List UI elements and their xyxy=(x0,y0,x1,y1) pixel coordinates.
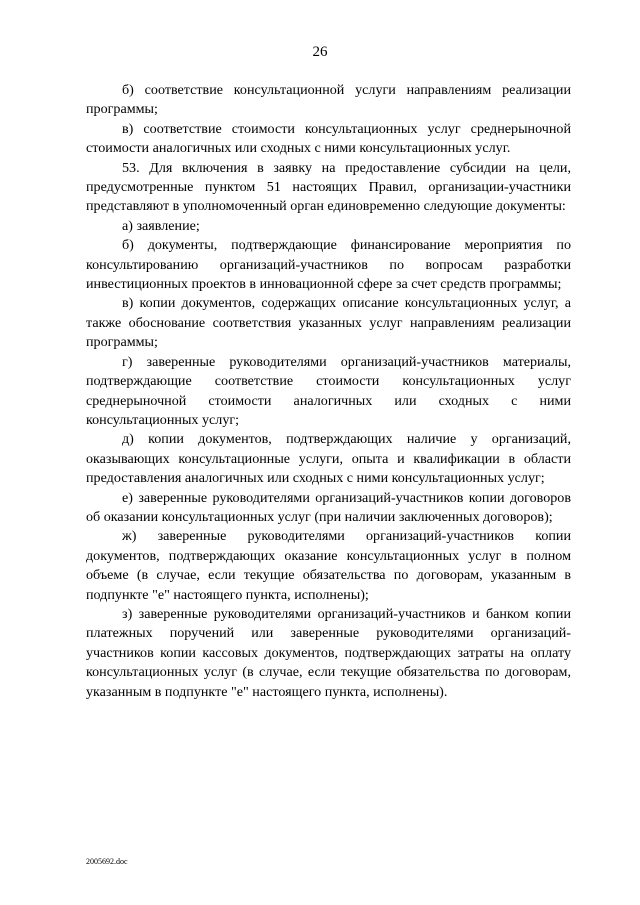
footer-filename: 2005692.doc xyxy=(86,857,128,866)
page-number: 26 xyxy=(312,44,328,60)
document-body xyxy=(86,81,571,702)
paragraph-zh-service-acts: ж) заверенные руководителями организаций-участников копии документов, подтверждающих оказание консультационных услуг в полном объеме (в случае, если текущие обязательства по договорам, указанным в подпункте "е" настоящего пункта, исполнены); xyxy=(86,528,571,603)
paragraph-b-financing-documents: б) документы, подтверждающие финансирование мероприятия по консультированию организаций-участников по вопросам разработки инвестиционных проектов в инновационной сфере за счет средств программы; xyxy=(86,237,571,293)
paragraph-b-consulting-conformity: б) соответствие консультационной услуги направлениям реализации программы; xyxy=(86,82,571,118)
paragraph-g-cost-materials: г) заверенные руководителями организаций-участников материалы, подтверждающие соответствие стоимости консультационных услуг среднерыночной стоимости аналогичных или сходных с ними консультационных услуг; xyxy=(86,353,571,428)
paragraph-e-contract-copies: е) заверенные руководителями организаций-участников копии договоров об оказании консультационных услуг (при наличии заключенных договоров); xyxy=(86,489,571,525)
paragraph-v-service-descriptions: в) копии документов, содержащих описание консультационных услуг, а также обоснование соответствия указанных услуг направлениям реализации программы; xyxy=(86,295,571,351)
paragraph-z-payment-documents: з) заверенные руководителями организаций-участников и банком копии платежных поручений или заверенные руководителями организаций-участников копии кассовых документов, подтверждающих затраты на оплату консультационных услуг (в случае, если текущие обязательства по договорам, указанным в подпункте "е" настоящего пункта, исполнены). xyxy=(86,605,571,700)
paragraph-v-cost-conformity: в) соответствие стоимости консультационных услуг среднерыночной стоимости аналогичных или сходных с ними консультационных услуг. xyxy=(86,120,571,157)
paragraph-d-qualification-documents: д) копии документов, подтверждающих наличие у организаций, оказывающих консультационные услуги, опыта и квалификации в области предоставления аналогичных или сходных с ними консультационных услуг; xyxy=(86,431,571,487)
paragraph-a-application: а) заявление; xyxy=(122,217,200,234)
paragraph-53: 53. Для включения в заявку на предоставление субсидии на цели, предусмотренные пунктом 51 настоящих Правил, организации-участники представляют в уполномоченный орган единовременно следующие документы: xyxy=(86,159,571,215)
